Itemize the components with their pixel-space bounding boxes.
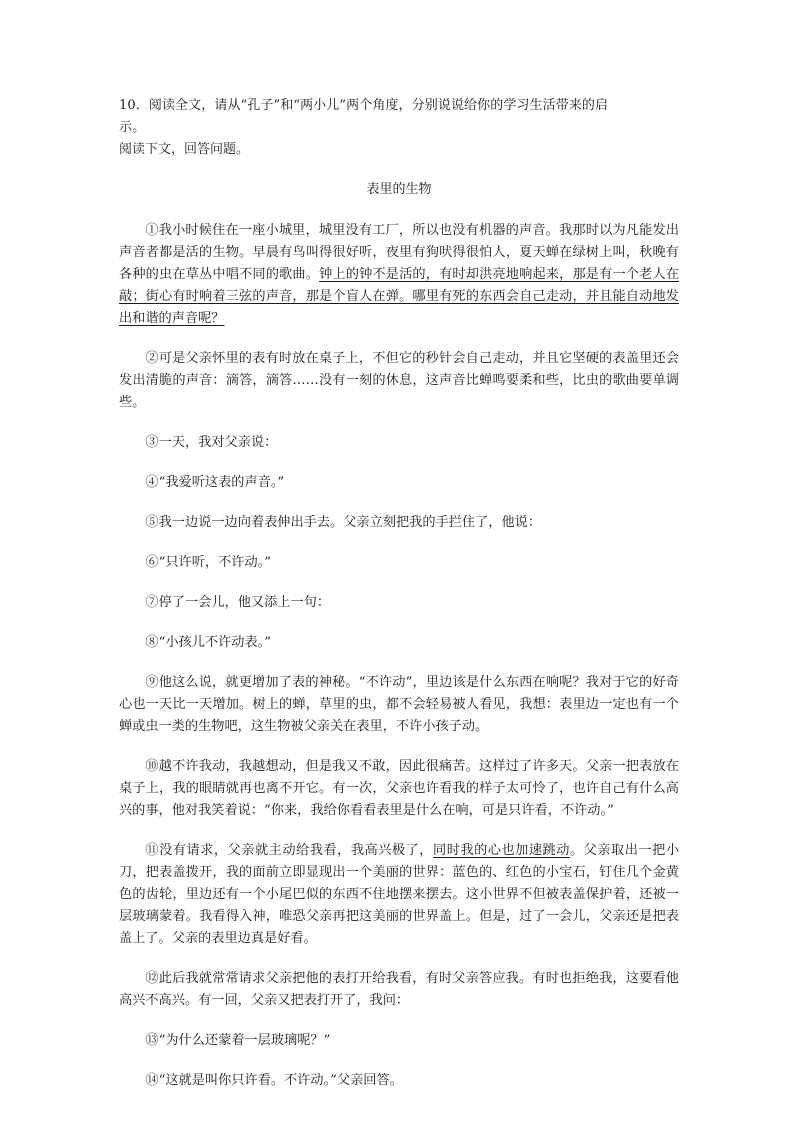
paragraph-10: ⑩越不许我动，我越想动，但是我又不敢，因此很痛苦。这样过了许多天。父亲一把表放在桌子上，我的眼睛就再也离不开它。有一次，父亲也许看我的样子太可怜了，也许自己有什么高兴的事，他对我笑着说：“你来，我给你看看表里是什么在响，可是只许看，不许动。” <box>119 759 679 818</box>
paragraph-8: ⑧“小孩儿不许动表。” <box>145 635 271 650</box>
paragraph-1-underlined: 钟上的钟不是活的，有时却洪亮地响起来，那是有一个老人在敲；街心有时响着三弦的声音，那是个盲人在弹。哪里有死的东西会自己走动，并且能自动地发出和谐的声音呢？ <box>119 267 680 326</box>
paragraph-7: ⑦停了一会儿，他又添上一句： <box>145 595 331 610</box>
paragraph-1-text: ①我小时候住在一座小城里，城里没有工厂，所以也没有机器的声音。我那时以为凡能发出声音者都是活的生物。早晨有鸟叫得很好听，夜里有狗吠得很怕人，夏天蝉在绿树上叫，秋晚有各种的虫在草丛中唱不同的歌曲。 <box>119 223 679 282</box>
article-title: 表里的生物 <box>366 182 432 197</box>
paragraph-11-underlined: 同时我的心也加速跳动 <box>433 843 570 858</box>
paragraph-4: ④“我爱听这表的声音。” <box>145 475 285 490</box>
paragraph-2: ②可是父亲怀里的表有时放在桌子上，不但它的秒针会自己走动，并且它坚硬的表盖里还会发出清脆的声音：滴答，滴答……没有一刻的休息，这声音比蝉鸣要柔和些，比虫的歌曲要单调些。 <box>119 351 679 410</box>
paragraph-12: ⑫此后我就常常请求父亲把他的表打开给我看，有时父亲答应我。有时也拒绝我，这要看他高兴不高兴。有一回，父亲又把表打开了，我问： <box>119 971 679 1008</box>
paragraph-14: ⑭“这就是叫你只许看。不许动。”父亲回答。 <box>145 1073 403 1088</box>
paragraph-9: ⑨他这么说，就更增加了表的神秘。“不许动”，里边该是什么东西在响呢？我对于它的好奇心也一天比一天增加。树上的蝉，草里的虫，都不会轻易被人看见，我想：表里边一定也有一个蝉或虫一类的生物吧，这生物被父亲关在表里，不许小孩子动。 <box>119 675 679 734</box>
paragraph-3: ③一天，我对父亲说： <box>145 435 278 450</box>
document-page <box>119 95 679 1092</box>
paragraph-11-text-b: 。父亲取出一把小刀，把表盖拨开，我的面前立即显现出一个美丽的世界：蓝色的、红色的小宝石，钉住几个金黄色的齿轮，里边还有一个小尾巴似的东西不住地摆来摆去。这小世界不但被表盖保护着，还被一层玻璃蒙着。我看得入神，唯恐父亲再把这美丽的世界盖上。但是，过了一会儿，父亲还是把表盖上了。父亲的表里边真是好看。 <box>119 843 680 946</box>
paragraph-6: ⑥“只许听，不许动。” <box>145 555 271 570</box>
paragraph-5: ⑤我一边说一边向着表伸出手去。父亲立刻把我的手拦住了，他说： <box>145 515 542 530</box>
paragraph-1 <box>119 220 679 330</box>
question-10-line1: 10．阅读全文，请从“孔子”和“两小儿”两个角度，分别说说给你的学习生活带来的启 <box>119 98 609 113</box>
paragraph-13: ⑬“为什么还蒙着一层玻璃呢？” <box>145 1033 331 1048</box>
question-10-line2: 示。 <box>119 120 146 135</box>
paragraph-11 <box>119 840 679 950</box>
reading-instruction: 阅读下文，回答问题。 <box>119 142 250 157</box>
paragraph-11-text-a: ⑪没有请求，父亲就主动给我看，我高兴极了， <box>145 843 433 858</box>
